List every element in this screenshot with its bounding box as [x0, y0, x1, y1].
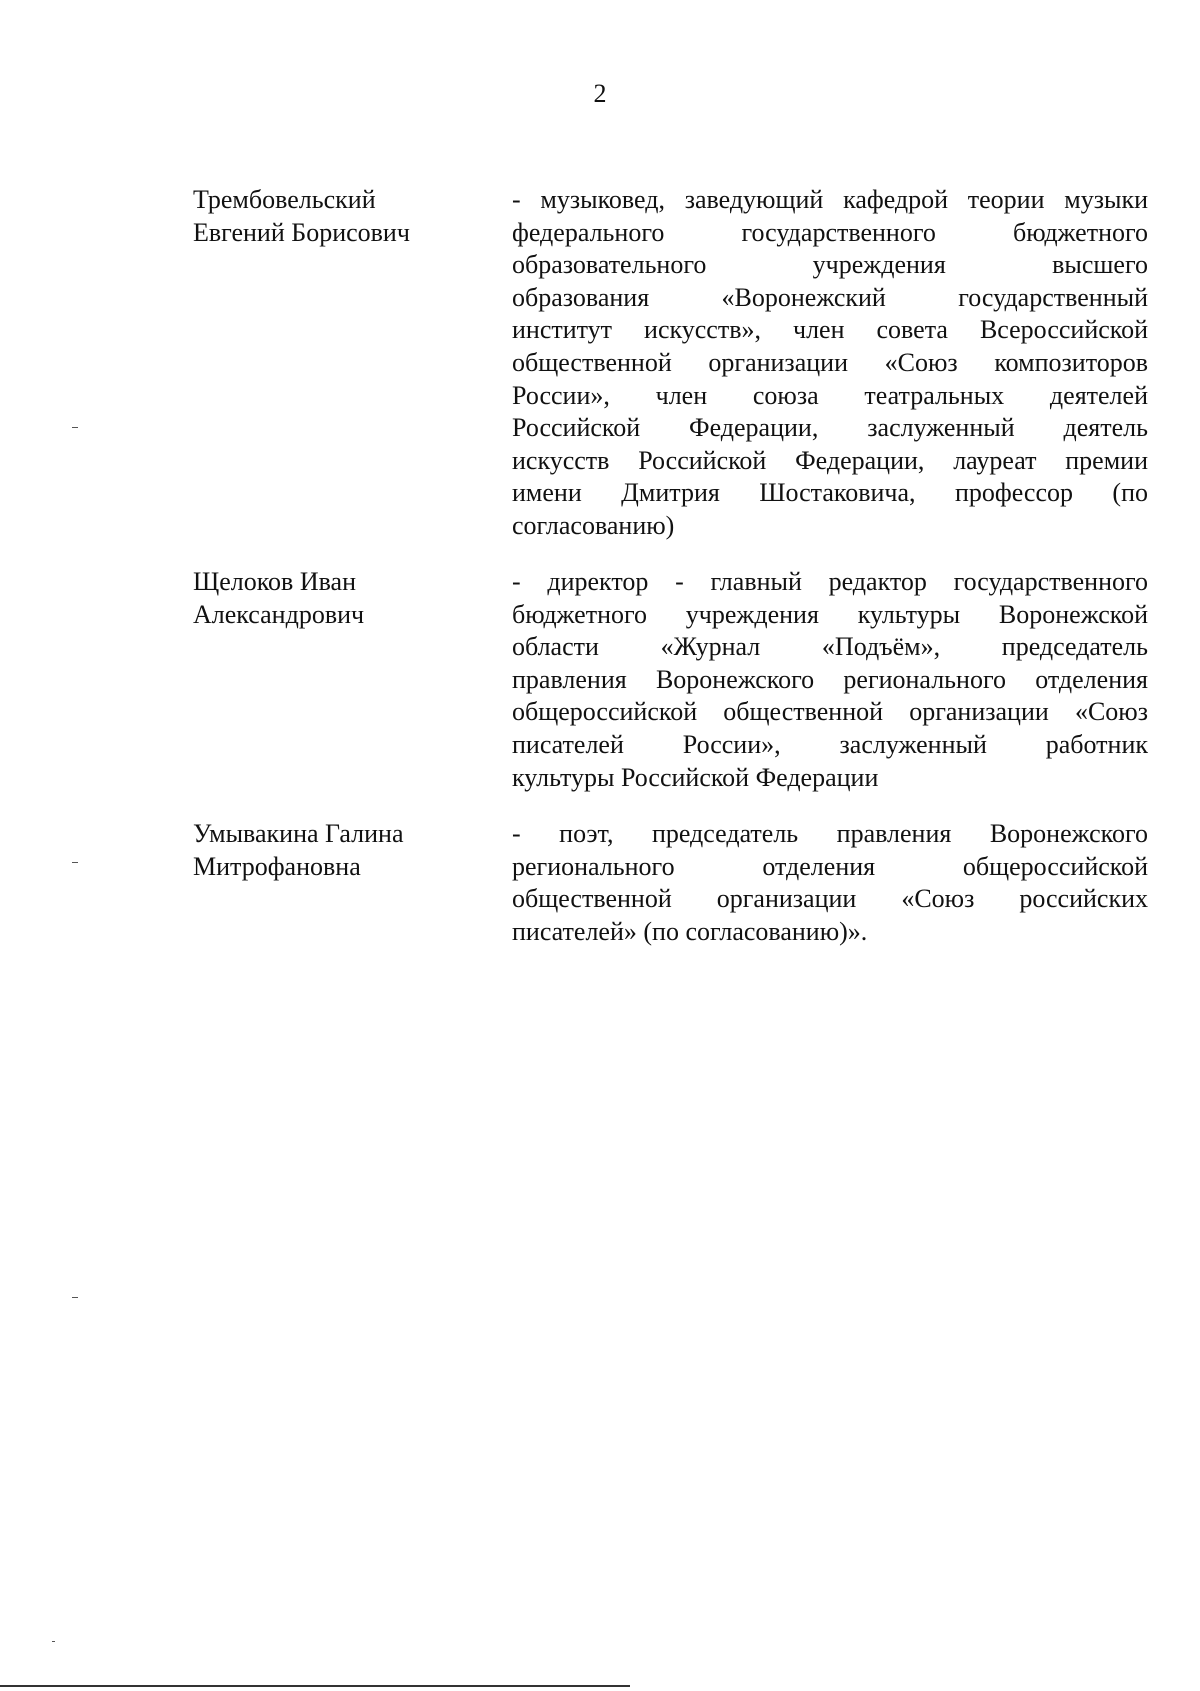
- description-line: общероссийской общественной организации «Союз: [512, 697, 1148, 727]
- member-description: [512, 566, 1148, 794]
- description-line: согласованию): [512, 510, 675, 540]
- scan-speck: [72, 1297, 78, 1298]
- scan-edge-line: [0, 1685, 630, 1687]
- member-name: [193, 184, 493, 249]
- member-description: [512, 818, 1148, 948]
- description-line: общественной организации «Союз композиторов: [512, 347, 1148, 377]
- scan-speck: [52, 1641, 55, 1642]
- description-line: области «Журнал «Подъём», председатель: [512, 632, 1148, 662]
- description-line: образовательного учреждения высшего: [512, 250, 1148, 280]
- description-line: имени Дмитрия Шостаковича, профессор (по: [512, 478, 1148, 508]
- member-name-line: Евгений Борисович: [193, 217, 410, 247]
- scan-speck: [72, 427, 78, 428]
- page-number: 2: [593, 79, 607, 108]
- description-line: писателей» (по согласованию)».: [512, 916, 868, 946]
- member-name: [193, 818, 493, 883]
- scan-speck: [72, 862, 78, 863]
- description-line: федерального государственного бюджетного: [512, 217, 1148, 247]
- description-line: России», член союза театральных деятелей: [512, 380, 1148, 410]
- description-line: институт искусств», член совета Всероссийской: [512, 315, 1148, 345]
- description-line: - директор - главный редактор государственного: [512, 567, 1148, 596]
- description-line: регионального отделения общероссийской: [512, 851, 1148, 881]
- member-name-line: Умывакина Галина: [193, 819, 404, 848]
- description-line: - музыковед, заведующий кафедрой теории музыки: [512, 185, 1148, 214]
- member-name-line: Щелоков Иван: [193, 567, 356, 596]
- description-line: бюджетного учреждения культуры Воронежской: [512, 599, 1148, 629]
- description-line: Российской Федерации, заслуженный деятель: [512, 413, 1148, 443]
- member-name-line: Александрович: [193, 599, 365, 629]
- member-name: [193, 566, 493, 631]
- description-line: писателей России», заслуженный работник: [512, 729, 1148, 759]
- member-name-line: Трембовельский: [193, 185, 376, 214]
- member-description: [512, 184, 1148, 543]
- member-name-line: Митрофановна: [193, 851, 361, 881]
- description-line: общественной организации «Союз российских: [512, 884, 1148, 914]
- description-line: образования «Воронежский государственный: [512, 282, 1148, 312]
- description-line: искусств Российской Федерации, лауреат премии: [512, 445, 1148, 475]
- description-line: - поэт, председатель правления Воронежского: [512, 819, 1148, 848]
- description-line: культуры Российской Федерации: [512, 762, 879, 792]
- description-line: правления Воронежского регионального отделения: [512, 664, 1148, 694]
